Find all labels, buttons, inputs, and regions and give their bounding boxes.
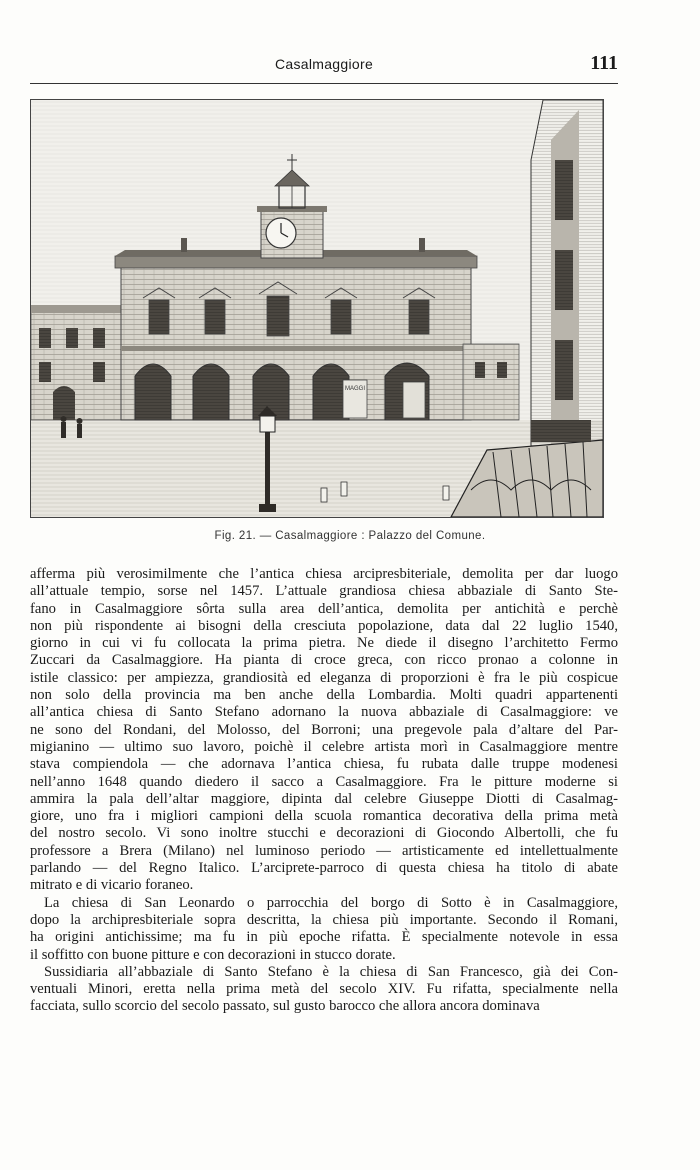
text-line: professore a Brera (Milano) nel luminoso periodo — artisticamente ed intellettualmente — [30, 842, 618, 859]
page-number: 111 — [590, 52, 618, 74]
text-line: ne sono del Rondani, del Molosso, del Borroni; una pregevole pala d’altare del Par- — [30, 721, 618, 738]
text-line: giorno in cui vi fu collocata la prima pietra. Ne diede il disegno l’architetto Fermo — [30, 635, 618, 652]
text-line: ammira la pala dell’altar maggiore, dipinta dal celebre Giuseppe Diotti di Casalmag- — [30, 790, 618, 807]
figure-caption: Fig. 21. — Casalmaggiore : Palazzo del Comune. — [214, 530, 486, 542]
engraving-figure — [30, 99, 604, 518]
text-line: La chiesa di San Leonardo o parrocchia del borgo di Sotto è in Casalmaggiore, — [44, 894, 618, 911]
text-line: parlando — del Regno Italico. L’arciprete-parroco di questa chiesa ha titolo di abate — [30, 860, 618, 877]
left-buildings — [31, 305, 123, 420]
header-rule — [30, 83, 618, 84]
text-line: ha origini antichissime; ma fu in più epoche rifatta. È specialmente notevole in essa — [30, 929, 618, 946]
text-line: facciata, sullo scorcio del secolo passato, sul gusto barocco che allora ancora dominava — [30, 998, 540, 1015]
text-line: migianino — ultimo suo lavoro, poichè il celebre artista morì in Casalmaggiore mentre — [30, 738, 618, 755]
text-line: istile classico: per ampiezza, grandiosità ed eleganza di proporzioni è fra le più cospicue — [30, 669, 618, 686]
text-line: dopo la archipresbiteriale sopra descritta, la chiesa più importante. Secondo il Romani, — [30, 911, 618, 928]
engraving-illustration — [31, 100, 603, 517]
running-title: Casalmaggiore — [274, 56, 374, 72]
running-header — [30, 50, 618, 80]
text-line: non più rispondente ai bisogni della cresciuta popolazione, data dal 22 luglio 1540, — [30, 617, 618, 634]
text-line: il soffitto con buone pitture e con decorazioni in stucco dorate. — [30, 946, 396, 963]
text-line: nell’anno 1648 quando diedero il sacco a Casalmaggiore. Fra le pitture moderne si — [30, 773, 618, 790]
text-line: all’antica chiesa di Santo Stefano adornano la nuova abbaziale di Casalmaggiore: ve — [30, 704, 618, 721]
text-line: giore, uno fra i migliori campioni della scuola romantica decorativa della prima metà — [30, 808, 618, 825]
text-line: Zuccari da Casalmaggiore. Ha pianta di croce greca, con ricco pronao a colonne in — [30, 652, 618, 669]
text-line: afferma più verosimilmente che l’antica chiesa arcipresbiteriale, demolita per dar luogo — [30, 566, 618, 582]
text-line: ventuali Minori, eretta nella prima metà del secolo XIV. Fu rifatta, specialmente nella — [30, 981, 618, 998]
right-background-building — [463, 344, 519, 420]
text-line: fano in Casalmaggiore sôrta sulla area dell’antica, demolita per antichità e perchè — [30, 600, 618, 617]
shop-sign-text: MAGGI — [344, 386, 366, 392]
text-line: non solo della provincia ma ben anche della Lombardia. Molti quadri appartenenti — [30, 687, 618, 704]
body-text — [30, 566, 618, 1016]
text-line: del nostro secolo. Vi sono inoltre stucchi e decorazioni di Giocondo Albertolli, che fu — [30, 825, 618, 842]
text-line: stava compiendola — che adornava l’antica chiesa, fu rubata dalle truppe modenesi — [30, 756, 618, 773]
text-line: mitrato e di vicario foraneo. — [30, 877, 194, 894]
text-line: Sussidiaria all’abbaziale di Santo Stefano è la chiesa di San Francesco, già dei Con- — [44, 963, 618, 980]
text-line: all’attuale tempio, sorse nel 1457. L’attuale grandiosa chiesa abbaziale di Santo Ste- — [30, 583, 618, 600]
palazzo-del-comune — [115, 238, 477, 420]
